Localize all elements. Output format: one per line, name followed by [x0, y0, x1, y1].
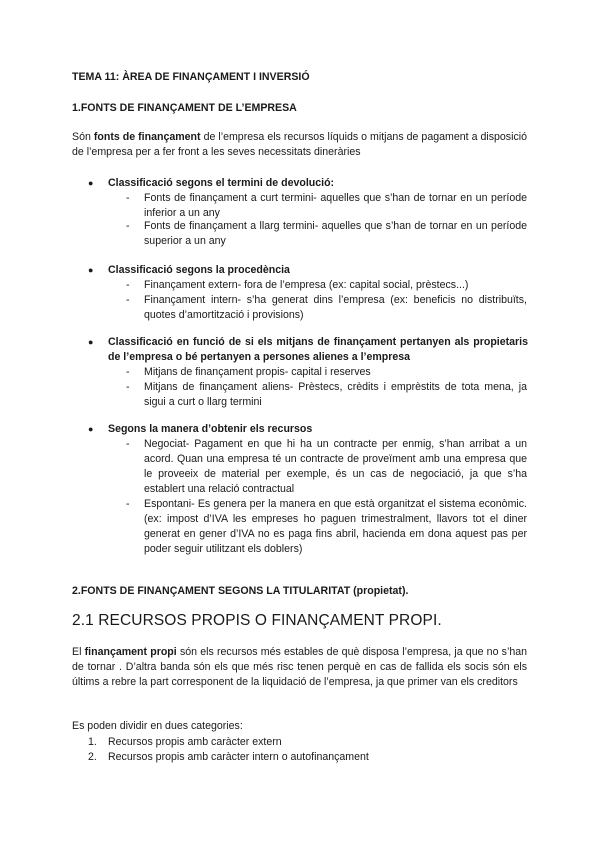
list-item-text: Mitjans de finançament aliens- Prèstecs, crèdits i emprèstits de tota mena, ja sigui a curt o llarg termini [144, 381, 527, 408]
section2-paragraph [72, 645, 527, 690]
intro-text-end: de l’empresa els recursos líquids o mitjans de pagament a disposició de l’empresa per a fer front a les seves necessitats dineràries [72, 131, 527, 158]
dash-icon: - [126, 438, 130, 450]
bullet-ownership [88, 335, 528, 365]
list-item-text: Finançament extern- fora de l’empresa (ex: capital social, prèstecs...) [144, 279, 469, 291]
item-text: Recursos propis amb caràcter intern o autofinançament [108, 751, 369, 763]
dash-icon: - [126, 498, 130, 510]
paragraph-text-start: El [72, 646, 85, 658]
section2-heading: 2.FONTS DE FINANÇAMENT SEGONS LA TITULARITAT (propietat). [72, 585, 409, 597]
document-title: TEMA 11: ÀREA DE FINANÇAMENT I INVERSIÓ [72, 71, 310, 83]
dash-icon: - [126, 220, 130, 232]
section2-subheading: 2.1 RECURSOS PROPIS O FINANÇAMENT PROPI. [72, 612, 442, 629]
bullet-dot-icon: ● [88, 424, 94, 434]
bullet-origin [88, 263, 528, 278]
intro-text-start: Són [72, 131, 94, 143]
section1-heading: 1.FONTS DE FINANÇAMENT DE L’EMPRESA [72, 102, 297, 114]
intro-bold-term: fonts de finançament [93, 131, 201, 143]
list-intro: Es poden dividir en dues categories: [72, 720, 243, 732]
bullet-dot-icon: ● [88, 337, 94, 347]
bullet-label: Classificació en funció de si els mitjans de finançament pertanyen als propietaris de l’empresa o bé pertanyen a persones alienes a l’empresa [108, 336, 528, 363]
list-item [126, 365, 527, 380]
bullet-obtaining [88, 422, 528, 437]
paragraph-text-end: són els recursos més estables de què disposa l’empresa, ja que no s’han de tornar . D’altra banda són els que més risc tenen perquè en cas de fallida els socis són els últims a rebre la part corresponent de la liquidació de l’empresa, ja que primer van els creditors [72, 646, 527, 688]
bullet-label: Classificació segons la procedència [108, 264, 290, 276]
list-item-text: Espontani- Es genera per la manera en que està organitzat el sistema econòmic. (ex: impost d’IVA les empreses ho paguen trimestralment, llavors tot el diner generat en gener d’IVA no es paga fins abril, hacienda em dona aquest pas per poder seguir utilitzant els doblers) [144, 498, 527, 555]
list-item-text: Fonts de finançament a curt termini- aquelles que s’han de tornar en un període inferior a un any [144, 192, 527, 219]
list-item [126, 293, 527, 323]
bullet-dot-icon: ● [88, 265, 94, 275]
list-item-text: Fonts de finançament a llarg termini- aquelles que s’han de tornar en un període superior a un any [144, 220, 527, 247]
dash-icon: - [126, 381, 130, 393]
numbered-item [88, 735, 528, 750]
dash-icon: - [126, 366, 130, 378]
bullet-label: Classificació segons el termini de devolució: [108, 177, 335, 189]
list-item [126, 380, 527, 410]
numbered-item [88, 750, 528, 765]
dash-icon: - [126, 294, 130, 306]
paragraph-bold-term: finançament propi [84, 646, 177, 658]
section1-intro [72, 130, 527, 160]
list-item-text: Negociat- Pagament en que hi ha un contracte per enmig, s’han arribat a un acord. Quan una empresa té un contracte de proveïment amb una empresa que le proveeix de material per exemple, és un cas de negociació, ja que s’ha establert una relació contractual [144, 438, 527, 495]
bullet-deadline [88, 176, 528, 191]
list-item [126, 191, 527, 221]
list-item [126, 278, 527, 293]
list-item [126, 497, 527, 557]
dash-icon: - [126, 192, 130, 204]
list-item [126, 437, 527, 497]
list-item-text: Finançament intern- s’ha generat dins l’empresa (ex: beneficis no distribuïts, quotes d’amortització i provisions) [144, 294, 527, 321]
list-item-text: Mitjans de finançament propis- capital i reserves [144, 366, 371, 378]
dash-icon: - [126, 279, 130, 291]
list-item [126, 219, 527, 249]
bullet-label: Segons la manera d’obtenir els recursos [108, 423, 313, 435]
item-number: 2. [88, 751, 97, 763]
item-number: 1. [88, 736, 97, 748]
bullet-dot-icon: ● [88, 178, 94, 188]
item-text: Recursos propis amb caràcter extern [108, 736, 282, 748]
